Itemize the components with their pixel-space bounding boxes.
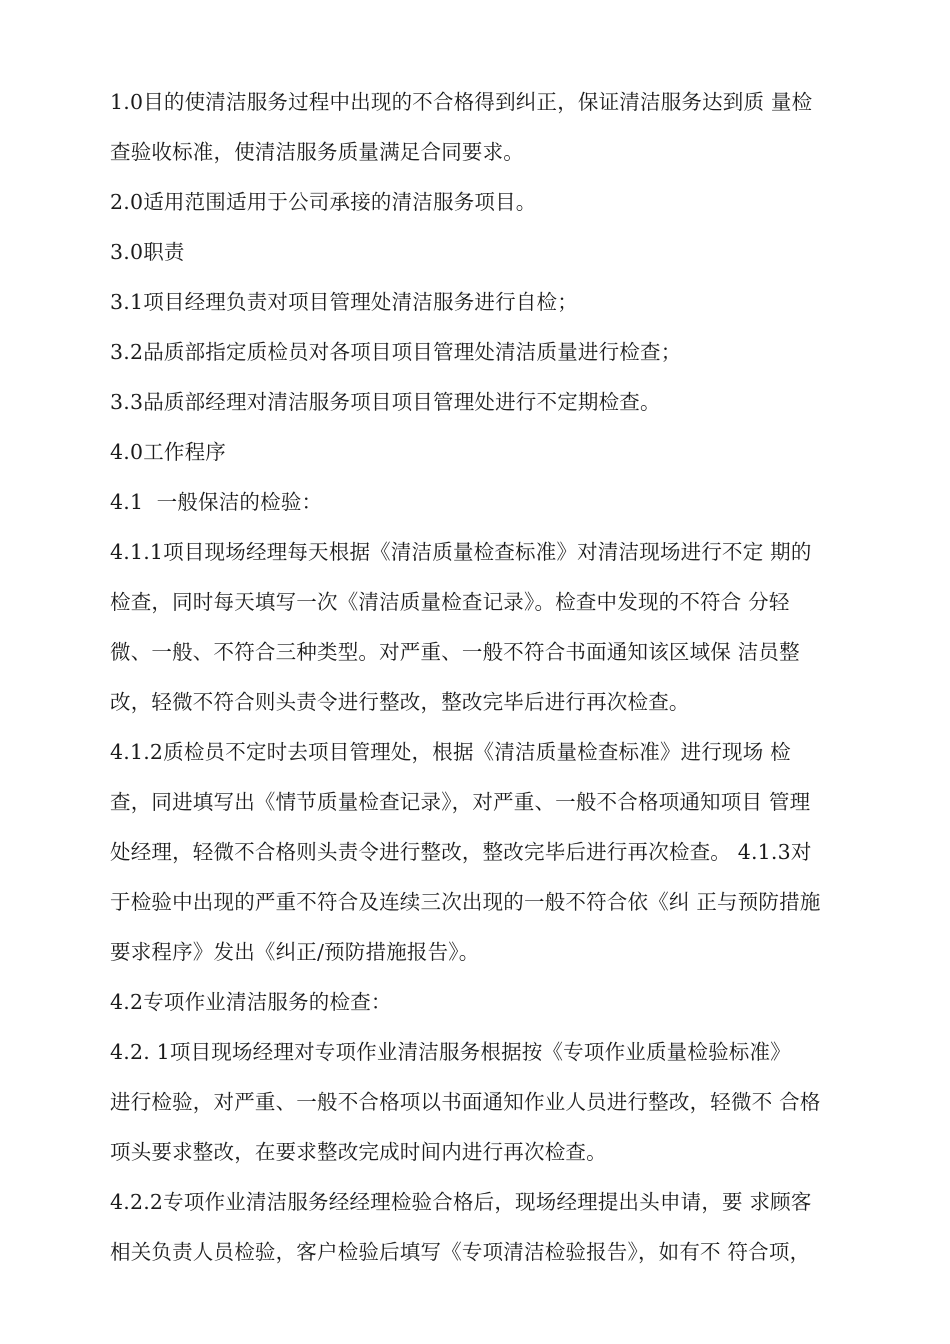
text-line: 4.0工作程序 (110, 440, 227, 464)
text-line: 微、一般、不符合三种类型。对严重、一般不符合书面通知该区域保 洁员整 (110, 640, 800, 664)
text-line: 进行检验，对严重、一般不合格项以书面通知作业人员进行整改，轻微不 合格 (110, 1090, 821, 1114)
text-line: 4.2.2专项作业清洁服务经经理检验合格后，现场经理提出头申请，要 求顾客 (110, 1190, 812, 1214)
text-line: 于检验中出现的严重不符合及连续三次出现的一般不符合依《纠 正与预防措施 (110, 890, 821, 914)
text-line: 4.2专项作业清洁服务的检查： (110, 990, 392, 1014)
text-line: 3.1项目经理负责对项目管理处清洁服务进行自检； (110, 290, 578, 314)
text-line: 要求程序》发出《纠正/预防措施报告》。 (110, 940, 480, 964)
text-line: 1.0目的使清洁服务过程中出现的不合格得到纠正，保证清洁服务达到质 量检 (110, 90, 813, 114)
text-line: 4.2. 1项目现场经理对专项作业清洁服务根据按《专项作业质量检验标准》 (110, 1040, 791, 1064)
text-line: 3.2品质部指定质检员对各项目项目管理处清洁质量进行检查； (110, 340, 682, 364)
text-line: 3.0职责 (110, 240, 185, 264)
text-line: 4.1.2质检员不定时去项目管理处，根据《清洁质量检查标准》进行现场 检 (110, 740, 791, 764)
text-line: 查验收标准，使清洁服务质量满足合同要求。 (110, 140, 524, 164)
text-line: 3.3品质部经理对清洁服务项目项目管理处进行不定期检查。 (110, 390, 661, 414)
text-line: 改，轻微不符合则头责令进行整改，整改完毕后进行再次检查。 (110, 690, 690, 714)
text-line: 4.1.1项目现场经理每天根据《清洁质量检查标准》对清洁现场进行不定 期的 (110, 540, 812, 564)
text-line: 处经理，轻微不合格则头责令进行整改，整改完毕后进行再次检查。 4.1.3对 (110, 840, 812, 864)
text-line: 4.1 一般保洁的检验： (110, 490, 323, 514)
text-line: 项头要求整改，在要求整改完成时间内进行再次检查。 (110, 1140, 607, 1164)
text-line: 2.0适用范围适用于公司承接的清洁服务项目。 (110, 190, 537, 214)
text-line: 相关负责人员检验，客户检验后填写《专项清洁检验报告》，如有不 符合项， (110, 1240, 811, 1264)
text-line: 查，同进填写出《情节质量检查记录》，对严重、一般不合格项通知项目 管理 (110, 790, 811, 814)
text-line: 检查，同时每天填写一次《清洁质量检查记录》。检查中发现的不符合 分轻 (110, 590, 790, 614)
